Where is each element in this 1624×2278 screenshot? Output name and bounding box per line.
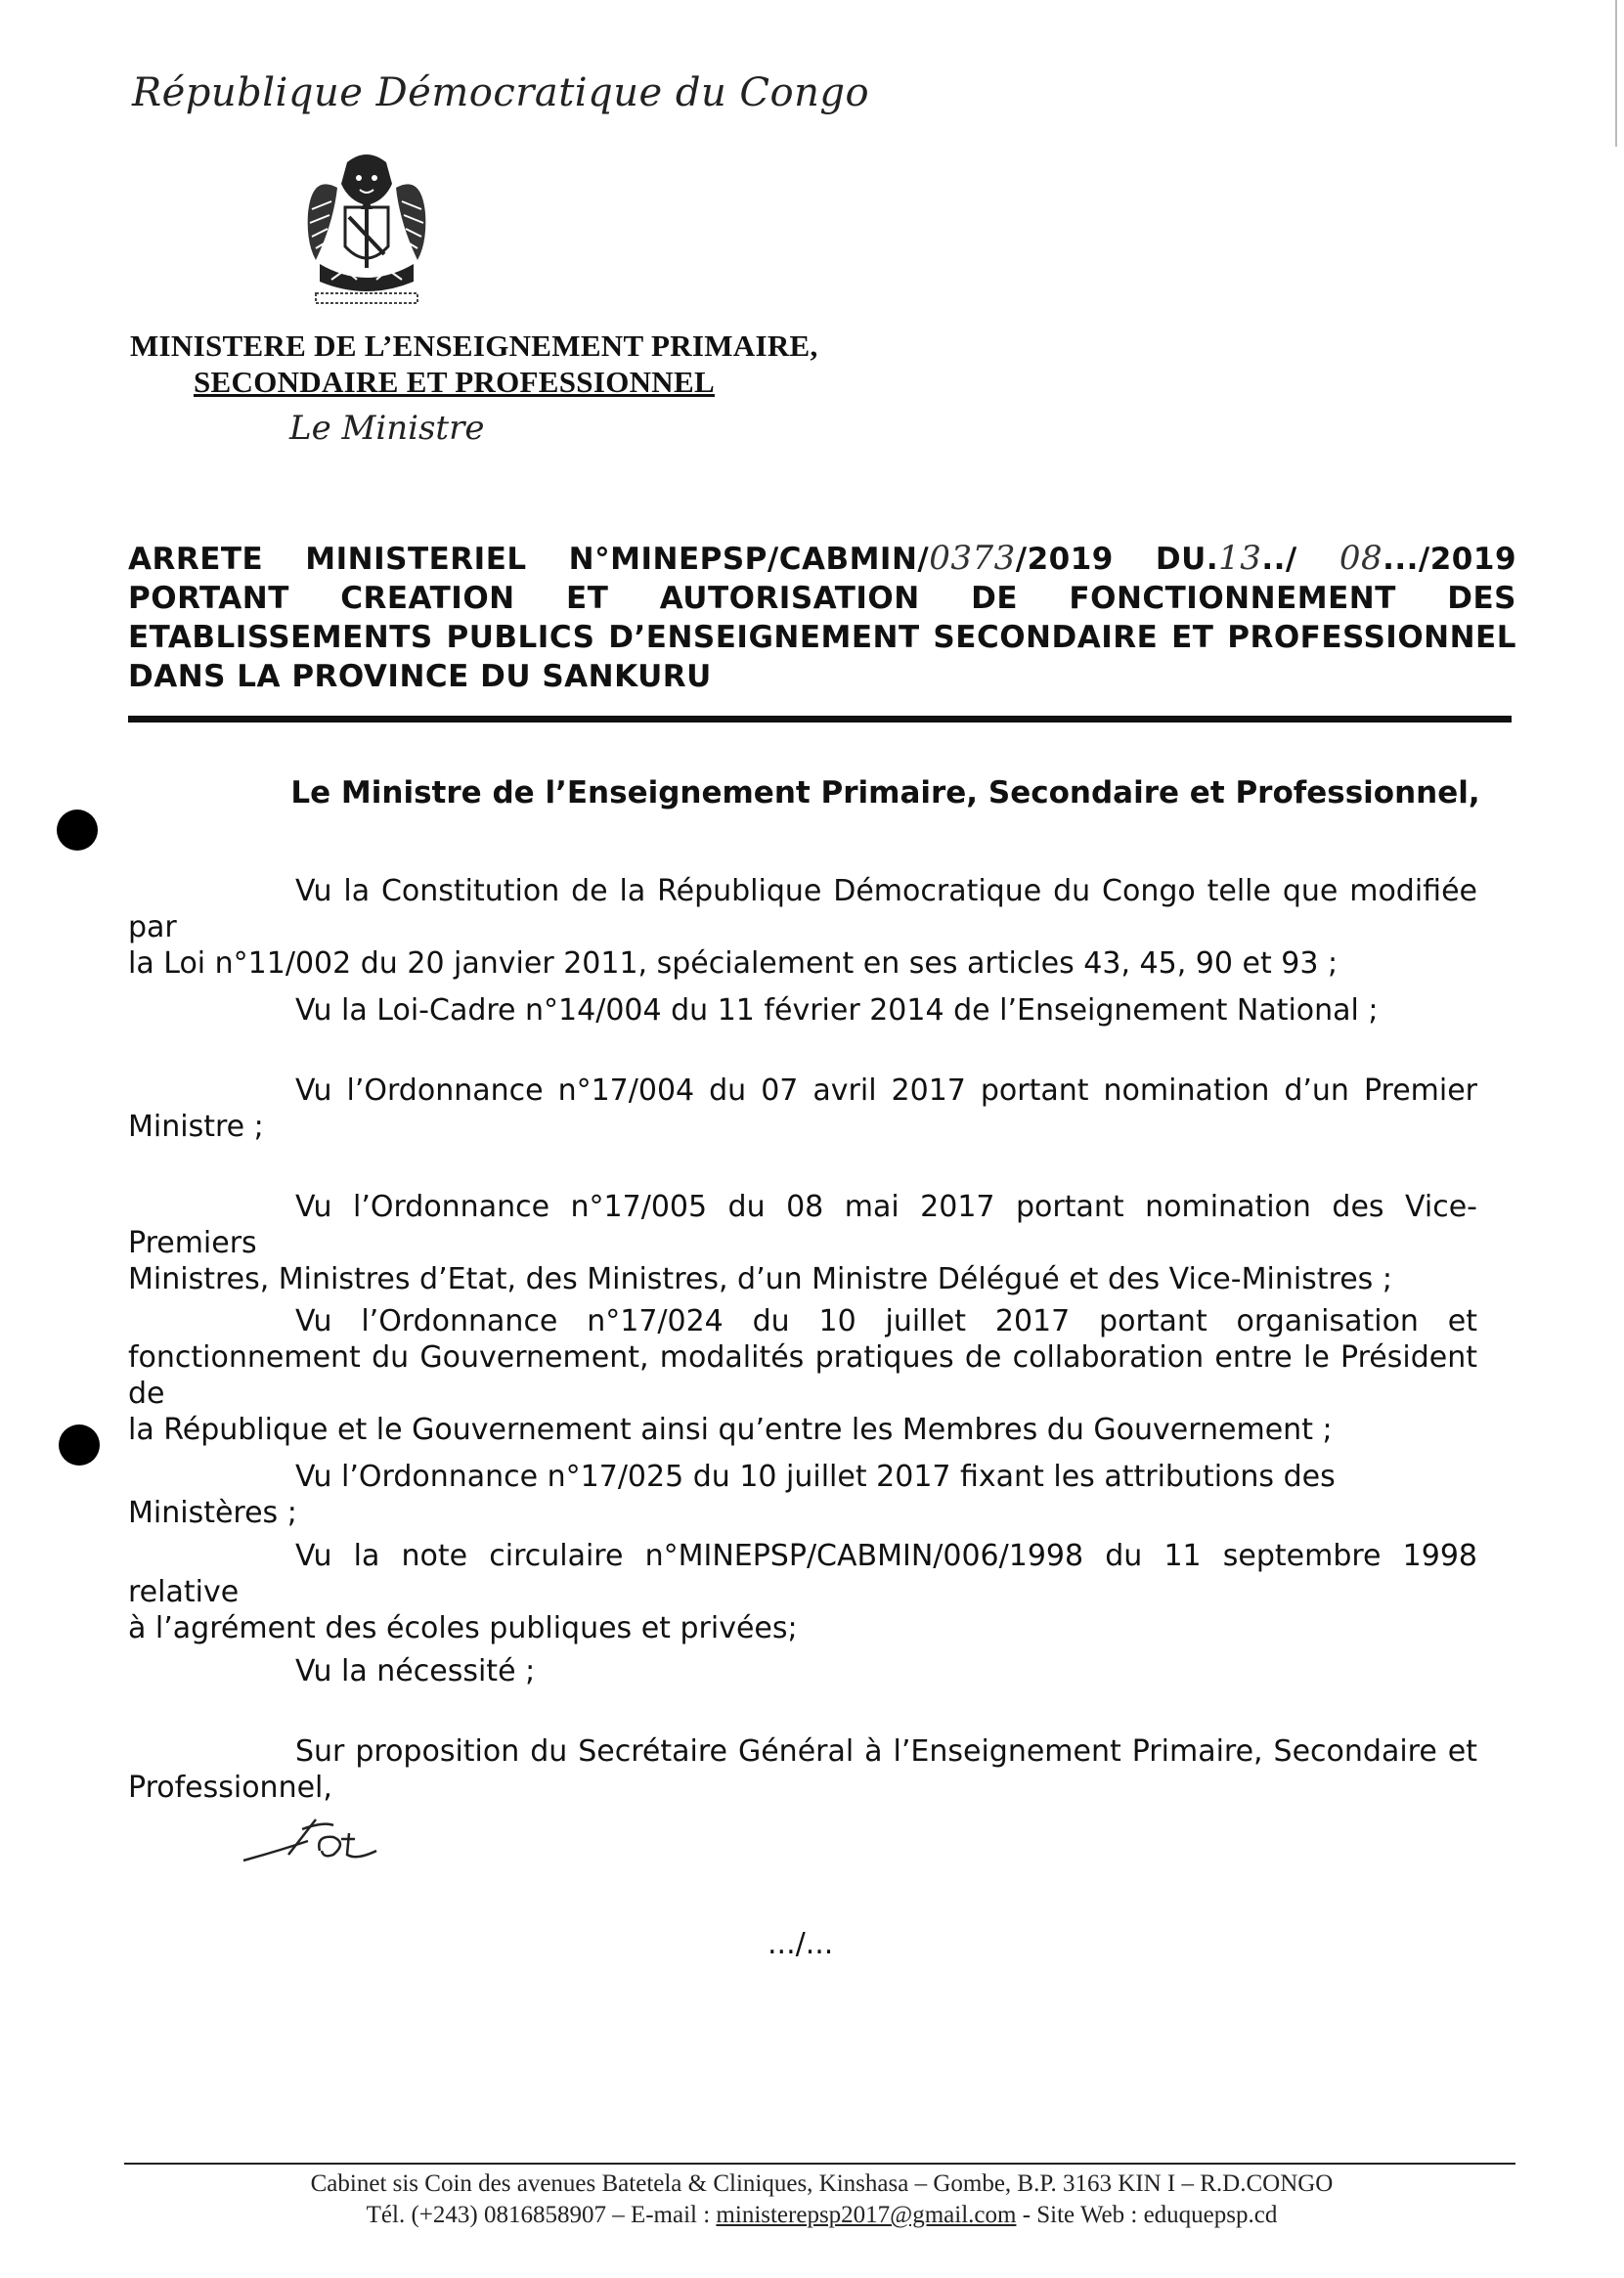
page-edge-line (1615, 0, 1617, 147)
consideration-constitution: Vu la Constitution de la République Démocratique du Congo telle que modifiée par la Loi n°11/002 du 20 janvier 2011, spécialement en ses articles 43, 45, 90 et 93 ; (128, 874, 1477, 981)
consideration-ordonnance-17-024: Vu l’Ordonnance n°17/024 du 10 juillet 2017 portant organisation et fonctionnement du Gouvernement, modalités pratiques de collaboration entre le Président de la République et le Gouvernement ainsi qu’entre les Membres du Gouvernement ; (128, 1304, 1477, 1447)
consideration-ordonnance-17-004: Vu l’Ordonnance n°17/004 du 07 avril 2017 portant nomination d’un Premier Ministre ; (128, 1073, 1477, 1144)
consideration-necessite: Vu la nécessité ; (295, 1654, 536, 1688)
handwritten-initials-icon (240, 1812, 396, 1870)
consideration-note-circulaire: Vu la note circulaire n°MINEPSP/CABMIN/006/1998 du 11 septembre 1998 relative à l’agrément des écoles publiques et privées; (128, 1539, 1477, 1645)
consideration-proposition: Sur proposition du Secrétaire Général à l’Enseignement Primaire, Secondaire et Professionnel, (128, 1734, 1477, 1805)
title-year: .../2019 (1383, 542, 1517, 577)
coat-of-arms-emblem-icon (298, 145, 435, 313)
minister-signature-script: Le Ministre (289, 409, 485, 448)
ministry-name-line2: SECONDAIRE ET PROFESSIONNEL (194, 365, 715, 399)
page-continuation-mark: .../... (768, 1927, 834, 1961)
punch-hole-icon (59, 1424, 100, 1466)
footer-contact (0, 2202, 1624, 2229)
title-line-4: DANS LA PROVINCE DU SANKURU (128, 659, 712, 694)
footer-phone: Tél. (+243) 0816858907 – E-mail : (366, 2202, 717, 2228)
ministry-name-line1: MINISTERE DE L’ENSEIGNEMENT PRIMAIRE, (130, 329, 818, 363)
title-divider (128, 716, 1512, 723)
handwritten-day: 13 (1218, 539, 1262, 578)
footer-email-link[interactable]: ministerepsp2017@gmail.com (716, 2202, 1017, 2228)
title-separator: ../ (1261, 542, 1339, 577)
punch-hole-icon (57, 810, 98, 851)
title-reference: ARRETE MINISTERIEL N°MINEPSP/CABMIN/ (128, 542, 930, 577)
republic-heading: République Démocratique du Congo (132, 70, 870, 115)
consideration-ordonnance-17-025: Vu l’Ordonnance n°17/025 du 10 juillet 2017 fixant les attributions des Ministères ; (128, 1460, 1336, 1530)
footer-divider (124, 2163, 1515, 2165)
handwritten-arrete-number: 0373 (929, 539, 1016, 578)
handwritten-month: 08 (1339, 539, 1383, 578)
title-line-1 (128, 539, 1516, 579)
consideration-ordonnance-17-005: Vu l’Ordonnance n°17/005 du 08 mai 2017 portant nomination des Vice-Premiers Ministres, Ministres d’Etat, des Ministres, d’un Ministre Délégué et des Vice-Ministres ; (128, 1190, 1477, 1296)
arrete-title (128, 539, 1516, 696)
footer-website: - Site Web : eduquepsp.cd (1016, 2202, 1278, 2228)
title-year-du: /2019 DU. (1015, 542, 1219, 577)
consideration-loi-cadre: Vu la Loi-Cadre n°14/004 du 11 février 2014 de l’Enseignement National ; (295, 993, 1379, 1028)
footer-address: Cabinet sis Coin des avenues Batetela & Cliniques, Kinshasa – Gombe, B.P. 3163 KIN I – R.D.CONGO (310, 2170, 1334, 2197)
title-line-2: PORTANT CREATION ET AUTORISATION DE FONCTIONNEMENT DES (128, 581, 1516, 616)
minister-heading: Le Ministre de l’Enseignement Primaire, Secondaire et Professionnel, (290, 775, 1480, 810)
title-line-3: ETABLISSEMENTS PUBLICS D’ENSEIGNEMENT SECONDAIRE ET PROFESSIONNEL (128, 620, 1516, 655)
